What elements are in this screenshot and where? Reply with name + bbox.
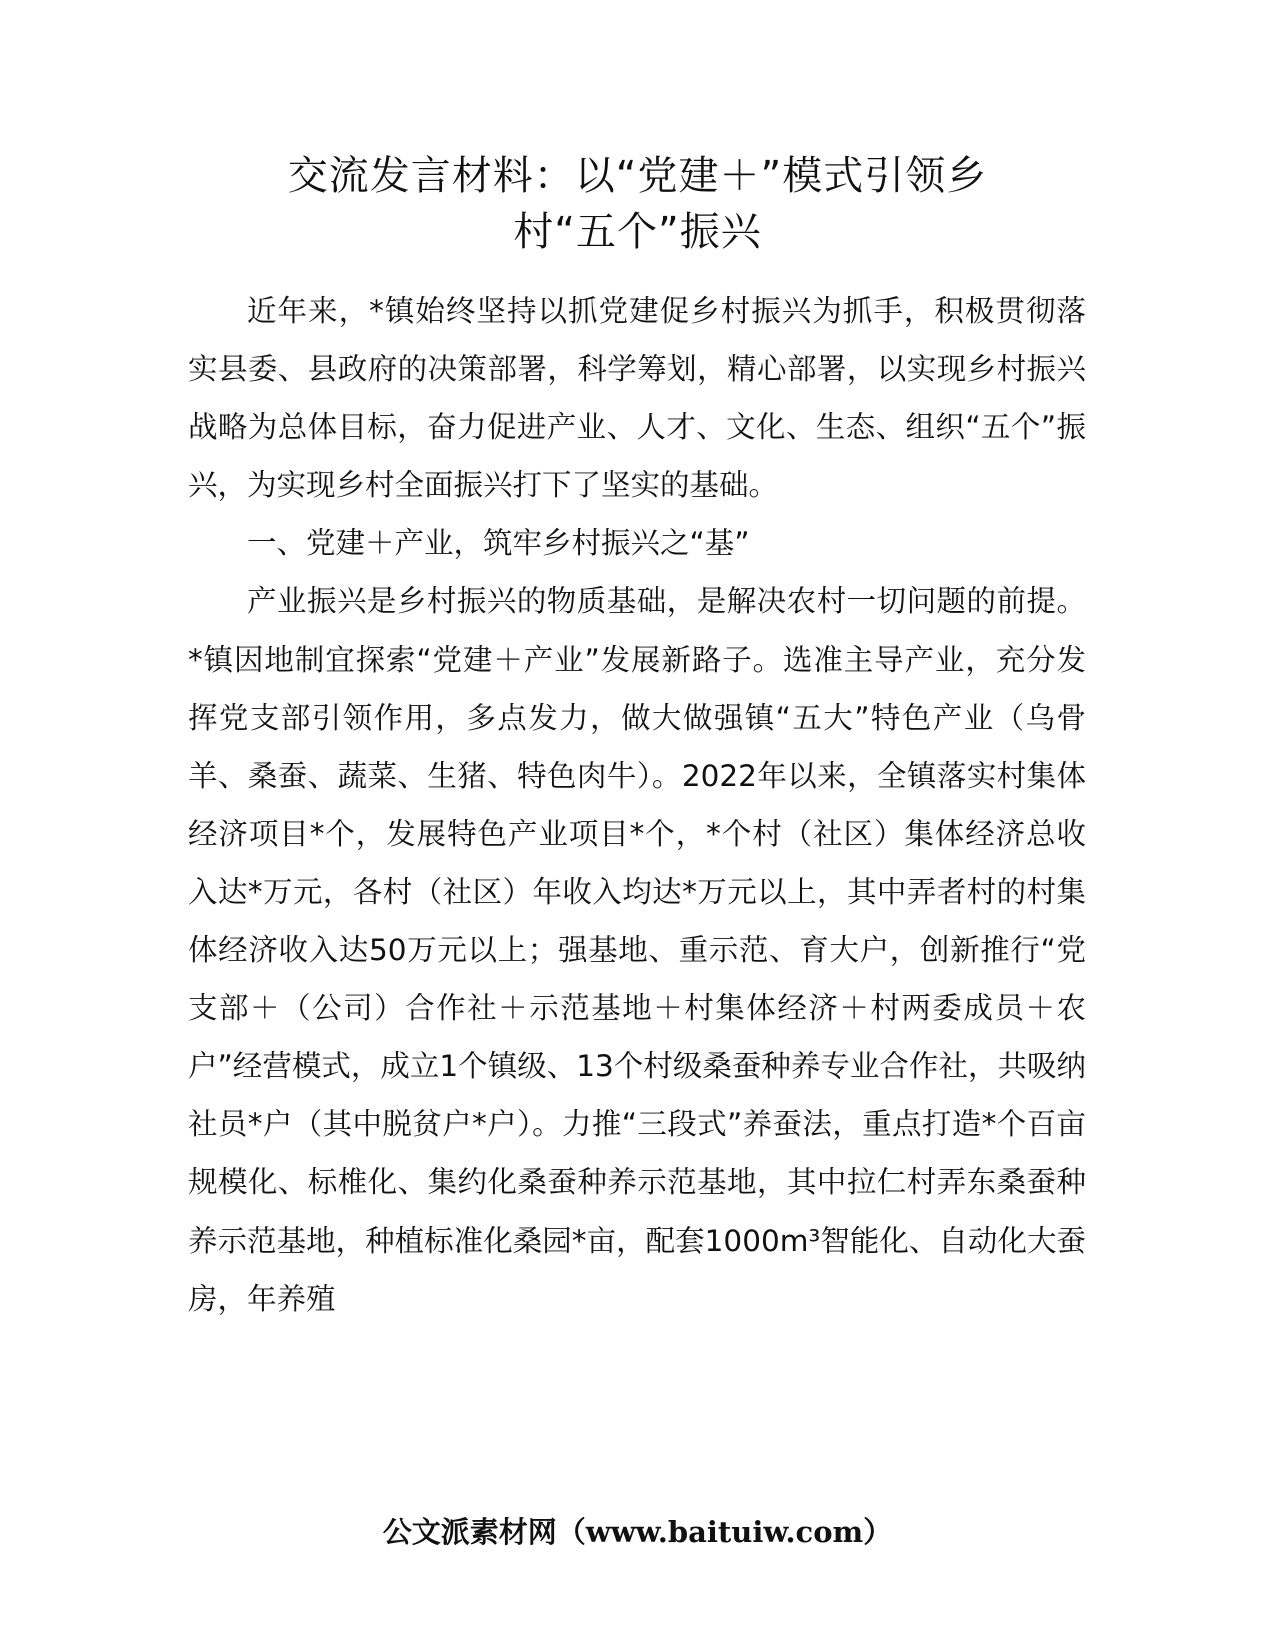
section-heading: 一、党建＋产业，筑牢乡村振兴之“基” — [247, 526, 750, 561]
body-paragraph: 产业振兴是乡村振兴的物质基础，是解决农村一切问题的前提。*镇因地制宜探索“党建＋产业”发展新路子。选准主导产业，充分发挥党支部引领作用，多点发力，做大做强镇“五大”特色产业（乌骨羊、桑蚕、蔬菜、生猪、特色肉牛）。2022年以来，全镇落实村集体经济项目*个，发展特色产业项目*个，*个村（社区）集体经济总收入达*万元，各村（社区）年收入均达*万元以上，其中弄者村的村集体经济收入达50万元以上；强基地、重示范、育大户，创新推行“党支部＋（公司）合作社＋示范基地＋村集体经济＋村两委成员＋农户”经营模式，成立1个镇级、13个村级桑蚕种养专业合作社，共吸纳社员*户（其中脱贫户*户）。力推“三段式”养蚕法，重点打造*个百亩规模化、标椎化、集约化桑蚕种养示范基地，其中拉仁村弄东桑蚕种养示范基地，种植标准化桑园*亩，配套1000m³智能化、自动化大蚕房，年养殖 — [188, 584, 1086, 1316]
intro-paragraph: 近年来，*镇始终坚持以抓党建促乡村振兴为抓手，积极贯彻落实县委、县政府的决策部署，科学筹划，精心部署，以实现乡村振兴战略为总体目标，奋力促进产业、人才、文化、生态、组织“五个”振兴，为实现乡村全面振兴打下了坚实的基础。 — [188, 294, 1086, 503]
title-line-2: 村“五个”振兴 — [513, 209, 762, 255]
page-footer: 公文派素材网（www.baituiw.com） — [382, 1515, 893, 1549]
title-line-1: 交流发言材料：以“党建＋”模式引领乡 — [287, 153, 988, 199]
document-title — [180, 148, 1095, 260]
document-body — [188, 282, 1086, 1328]
